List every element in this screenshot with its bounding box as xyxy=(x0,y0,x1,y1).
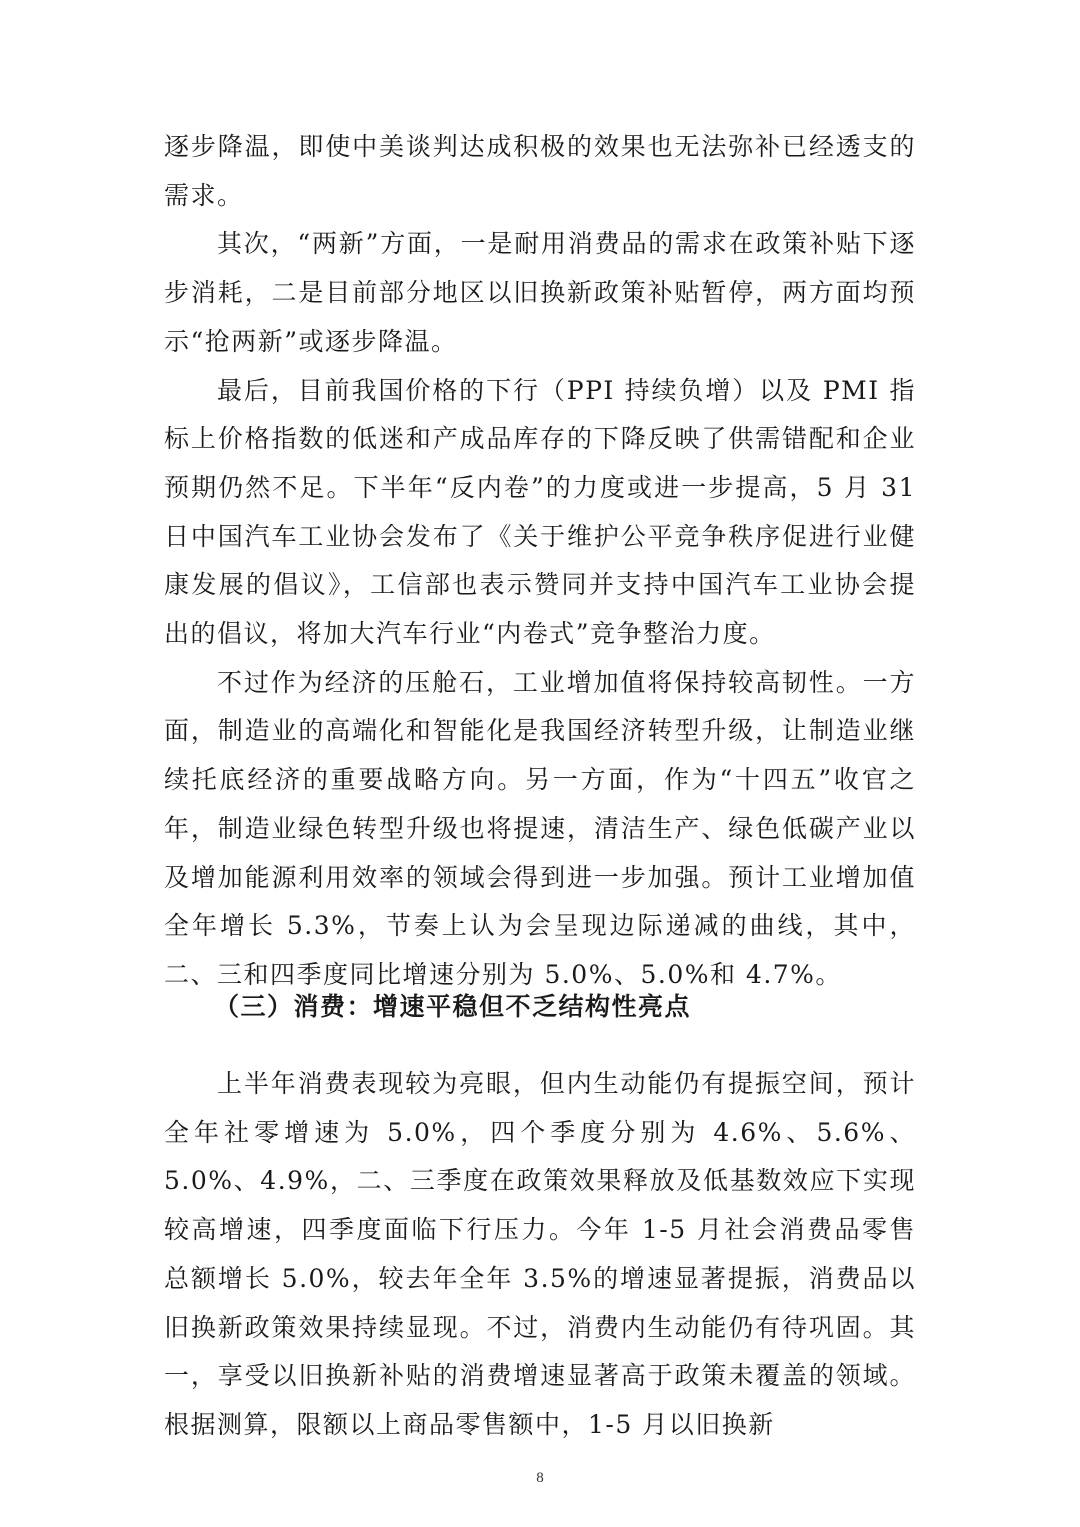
paragraph: 最后，目前我国价格的下行（PPI 持续负增）以及 PMI 指标上价格指数的低迷和产成品库存的下降反映了供需错配和企业预期仍然不足。下半年“反内卷”的力度或进一步提高，5 月 31 日中国汽车工业协会发布了《关于维护公平竞争秩序促进行业健康发展的倡议》，工信部也表示赞同并支持中国汽车工业协会提出的倡议，将加大汽车行业“内卷式”竞争整治力度。 xyxy=(164,375,916,649)
paragraph: 不过作为经济的压舱石，工业增加值将保持较高韧性。一方面，制造业的高端化和智能化是我国经济转型升级，让制造业继续托底经济的重要战略方向。另一方面，作为“十四五”收官之年，制造业绿色转型升级也将提速，清洁生产、绿色低碳产业以及增加能源利用效率的领域会得到进一步加强。预计工业增加值全年增长 5.3%，节奏上认为会呈现边际递减的曲线，其中，二、三和四季度同比增速分别为 5.0%、5.0%和 4.7%。 xyxy=(164,667,916,989)
page-number: 8 xyxy=(536,1470,544,1486)
section-heading: （三）消费：增速平稳但不乏结构性亮点 xyxy=(214,992,692,1021)
text-block-industry xyxy=(164,123,916,1000)
text-block-consumption xyxy=(164,1060,916,1450)
paragraph: 逐步降温，即使中美谈判达成积极的效果也无法弥补已经透支的需求。 xyxy=(164,132,916,210)
paragraph: 其次，“两新”方面，一是耐用消费品的需求在政策补贴下逐步消耗，二是目前部分地区以旧换新政策补贴暂停，两方面均预示“抢两新”或逐步降温。 xyxy=(164,229,916,356)
paragraph: 上半年消费表现较为亮眼，但内生动能仍有提振空间，预计全年社零增速为 5.0%，四个季度分别为 4.6%、5.6%、5.0%、4.9%，二、三季度在政策效果释放及低基数效应下实现较高增速，四季度面临下行压力。今年 1-5 月社会消费品零售总额增长 5.0%，较去年全年 3.5%的增速显著提振，消费品以旧换新政策效果持续显现。不过，消费内生动能仍有待巩固。其一，享受以旧换新补贴的消费增速显著高于政策未覆盖的领域。根据测算，限额以上商品零售额中，1-5 月以旧换新 xyxy=(164,1069,916,1439)
